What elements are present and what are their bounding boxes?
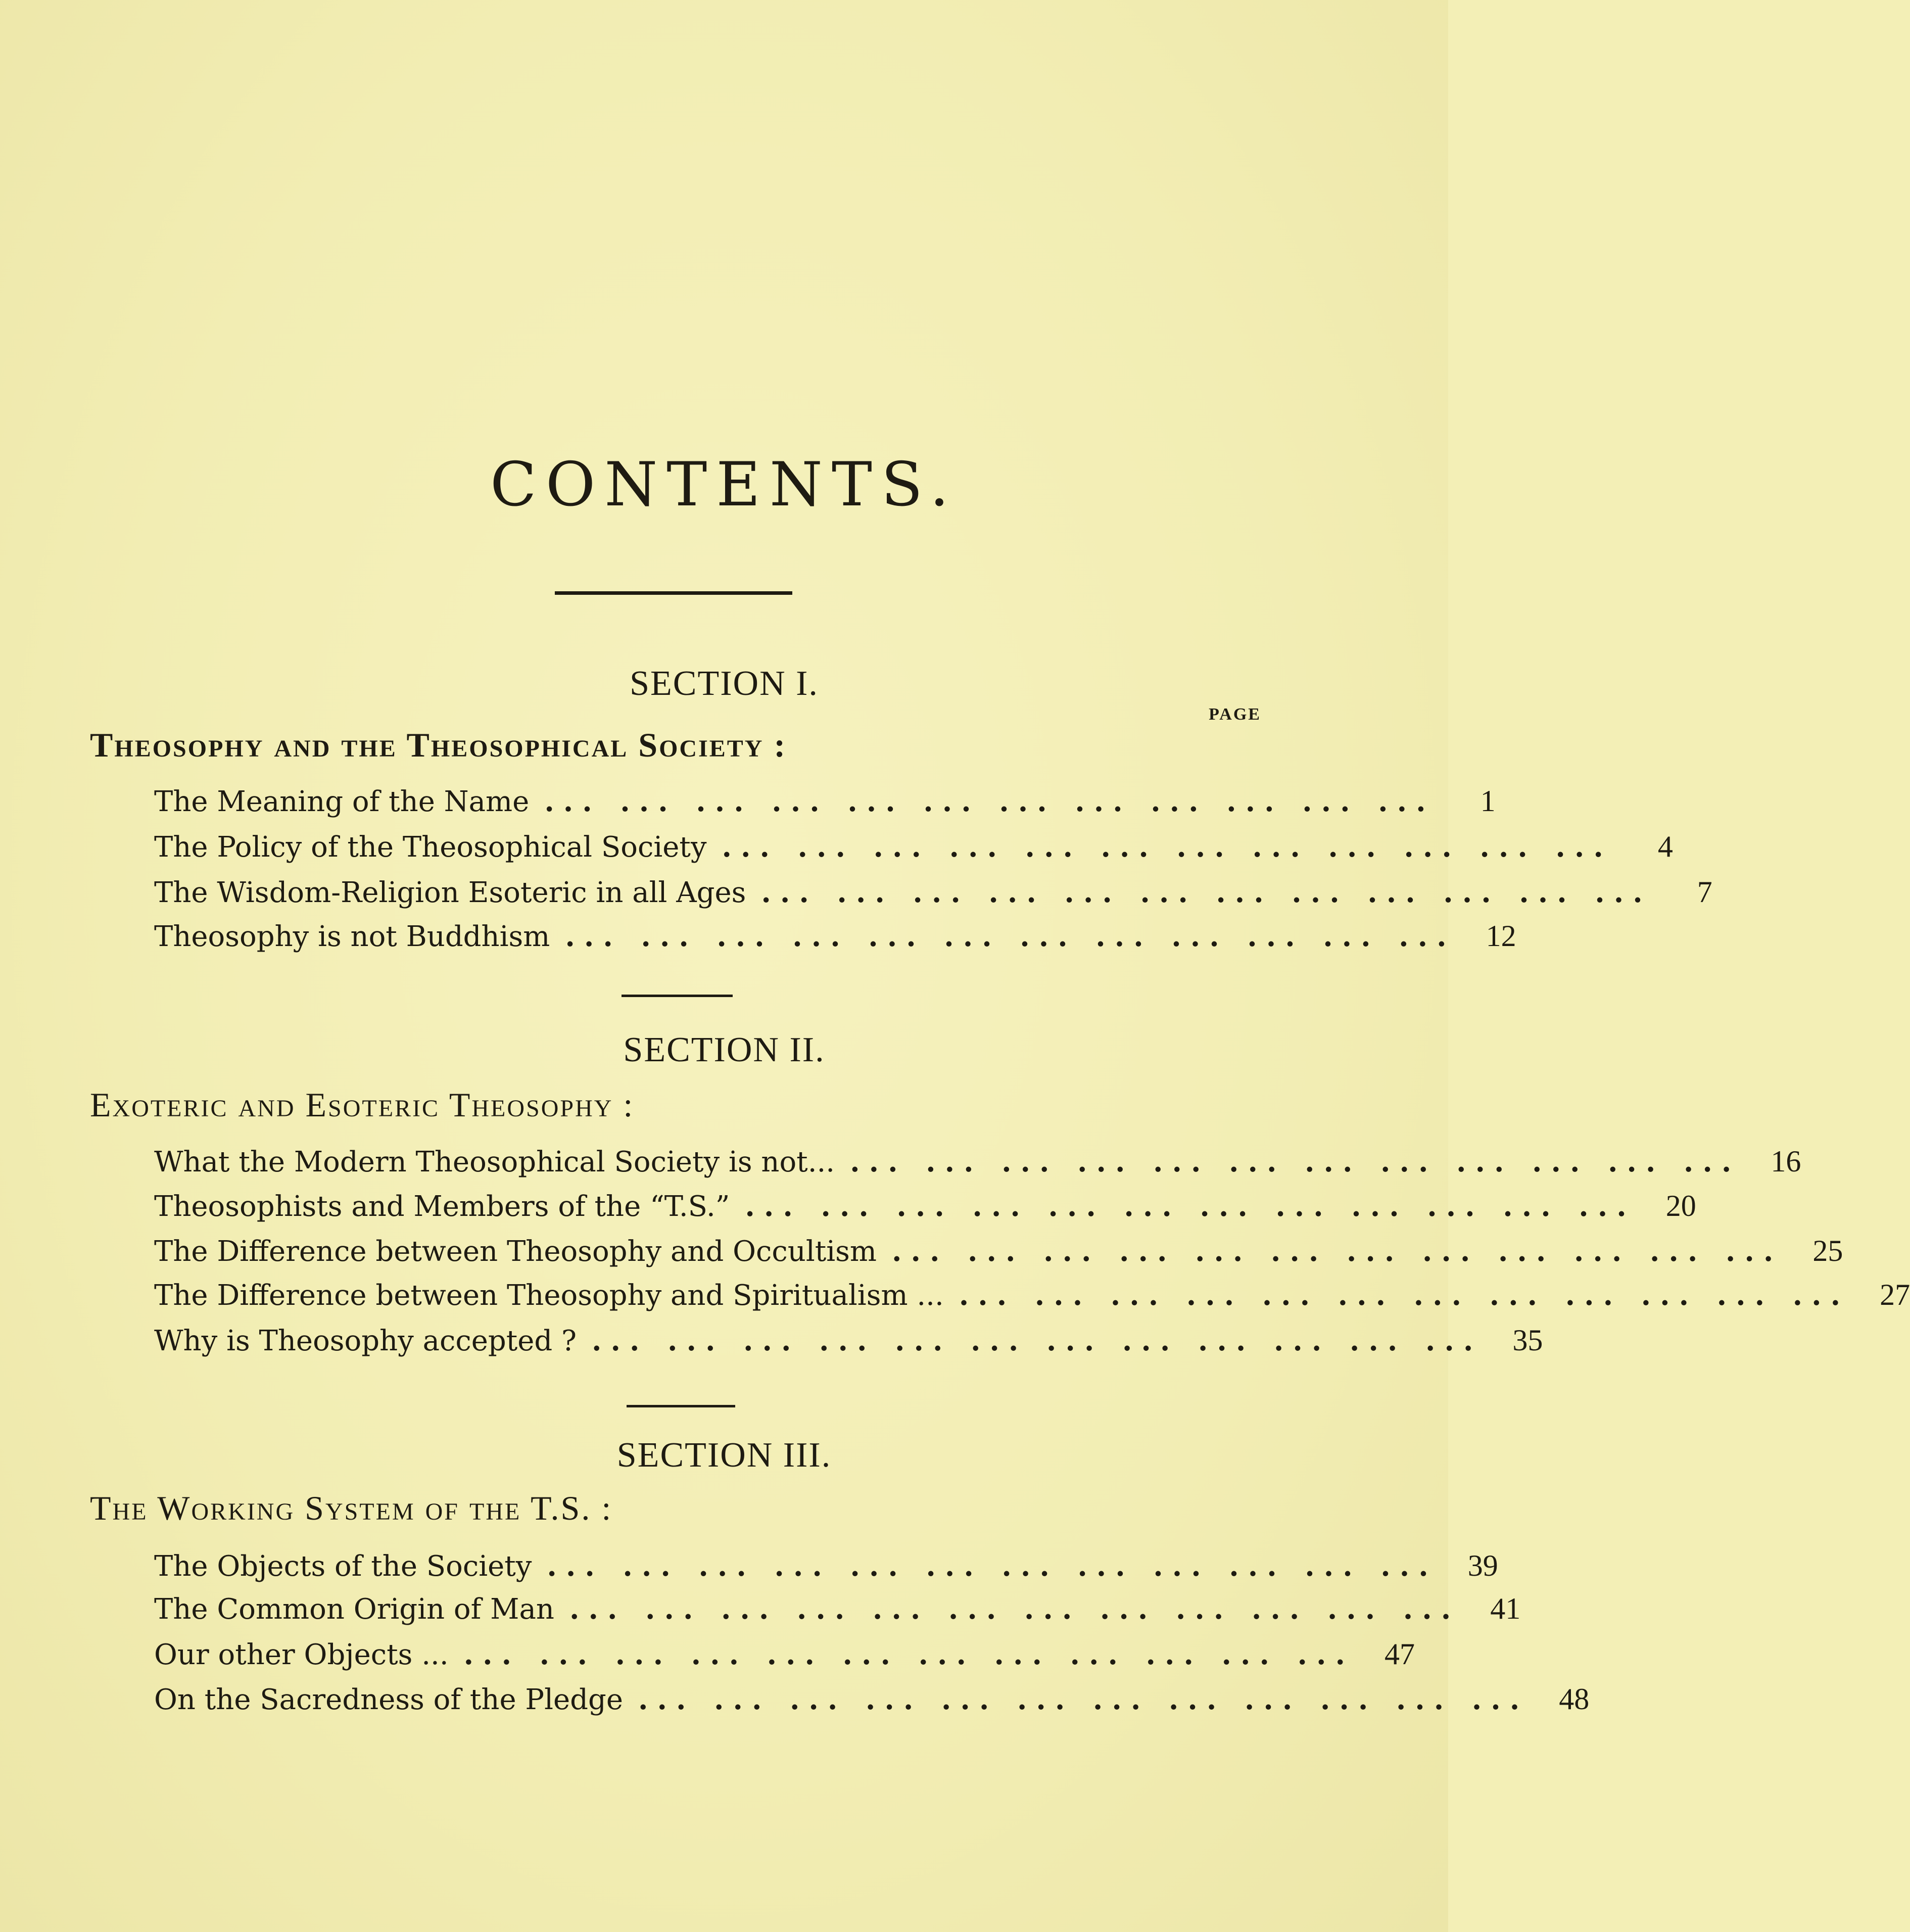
toc-entry[interactable]	[154, 1679, 1590, 1719]
toc-leader-dots: ... ... ... ... ... ... ... ... ... ... ... ...	[463, 1638, 1354, 1671]
toc-entry-page: 12	[1486, 919, 1516, 953]
toc-leader-dots: ... ... ... ... ... ... ... ... ... ... ... ...	[892, 1235, 1783, 1268]
section-divider	[622, 995, 733, 997]
toc-entry[interactable]	[154, 1275, 1910, 1315]
toc-entry[interactable]	[154, 1634, 1415, 1674]
toc-entry-page: 27	[1880, 1278, 1910, 1311]
section-3-heading: SECTION III.	[616, 1436, 832, 1475]
toc-entry-label: The Meaning of the Name	[154, 785, 530, 818]
section-1-heading: SECTION I.	[630, 664, 819, 703]
toc-entry[interactable]	[154, 781, 1496, 821]
toc-entry-label: Theosophists and Members of the “T.S.”	[154, 1190, 730, 1223]
title-rule	[555, 591, 792, 595]
toc-entry-page: 25	[1812, 1234, 1843, 1267]
toc-entry-page: 35	[1512, 1324, 1543, 1357]
toc-entry-label: The Wisdom-Religion Esoteric in all Ages	[154, 876, 746, 909]
toc-entry[interactable]	[154, 1545, 1498, 1586]
toc-entry-label: Theosophy is not Buddhism	[154, 920, 550, 953]
toc-leader-dots: ... ... ... ... ... ... ... ... ... ... ... ...	[761, 876, 1652, 909]
toc-leader-dots: ... ... ... ... ... ... ... ... ... ... ... ...	[850, 1145, 1741, 1179]
toc-entry-page: 1	[1480, 784, 1496, 818]
page-title: CONTENTS.	[490, 450, 958, 520]
section-2-category: Exoteric and Esoteric Theosophy :	[90, 1086, 635, 1124]
toc-entry-page: 41	[1490, 1592, 1521, 1625]
toc-leader-dots: ... ... ... ... ... ... ... ... ... ... ... ...	[592, 1324, 1483, 1357]
toc-leader-dots: ... ... ... ... ... ... ... ... ... ... ... ...	[638, 1683, 1529, 1716]
toc-leader-dots: ... ... ... ... ... ... ... ... ... ... ... ...	[959, 1279, 1850, 1312]
toc-entry[interactable]	[154, 1231, 1843, 1271]
toc-leader-dots: ... ... ... ... ... ... ... ... ... ... ... ...	[565, 920, 1456, 953]
toc-entry-label: The Policy of the Theosophical Society	[154, 831, 707, 864]
toc-entry-page: 16	[1771, 1145, 1801, 1178]
page-column-label: PAGE	[1209, 705, 1261, 724]
toc-entry-page: 7	[1697, 875, 1712, 909]
toc-leader-dots: ... ... ... ... ... ... ... ... ... ... ... ...	[544, 785, 1435, 818]
section-3-category: The Working System of the T.S. :	[90, 1489, 613, 1527]
toc-entry-label: The Difference between Theosophy and Spiritualism ...	[154, 1279, 944, 1312]
toc-entry-page: 39	[1467, 1549, 1498, 1582]
toc-entry[interactable]	[154, 826, 1673, 867]
toc-entry[interactable]	[154, 1588, 1521, 1629]
toc-leader-dots: ... ... ... ... ... ... ... ... ... ... ... ...	[722, 830, 1612, 864]
toc-leader-dots: ... ... ... ... ... ... ... ... ... ... ... ...	[569, 1592, 1460, 1626]
toc-entry-page: 20	[1665, 1189, 1696, 1222]
toc-entry-page: 4	[1657, 830, 1673, 863]
toc-entry-label: Our other Objects ...	[154, 1638, 449, 1671]
toc-entry-label: Why is Theosophy accepted ?	[154, 1325, 577, 1357]
toc-leader-dots: ... ... ... ... ... ... ... ... ... ... ... ...	[745, 1190, 1636, 1223]
toc-entry-label: The Common Origin of Man	[154, 1593, 554, 1626]
toc-entry-page: 48	[1559, 1682, 1590, 1716]
toc-entry[interactable]	[154, 1320, 1543, 1360]
toc-entry[interactable]	[154, 1186, 1696, 1226]
toc-entry[interactable]	[154, 1141, 1801, 1182]
toc-entry-label: The Difference between Theosophy and Occultism	[154, 1235, 877, 1268]
toc-leader-dots: ... ... ... ... ... ... ... ... ... ... ... ...	[547, 1549, 1438, 1583]
toc-entry[interactable]	[154, 916, 1516, 956]
toc-entry[interactable]	[154, 872, 1712, 912]
toc-entry-label: The Objects of the Society	[154, 1550, 532, 1583]
toc-entry-label: What the Modern Theosophical Society is not...	[154, 1146, 835, 1179]
toc-entry-label: On the Sacredness of the Pledge	[154, 1683, 623, 1716]
section-2-heading: SECTION II.	[623, 1030, 825, 1069]
toc-entry-page: 47	[1384, 1637, 1415, 1671]
section-divider	[627, 1405, 735, 1407]
section-1-category: Theosophy and the Theosophical Society :	[90, 726, 787, 764]
